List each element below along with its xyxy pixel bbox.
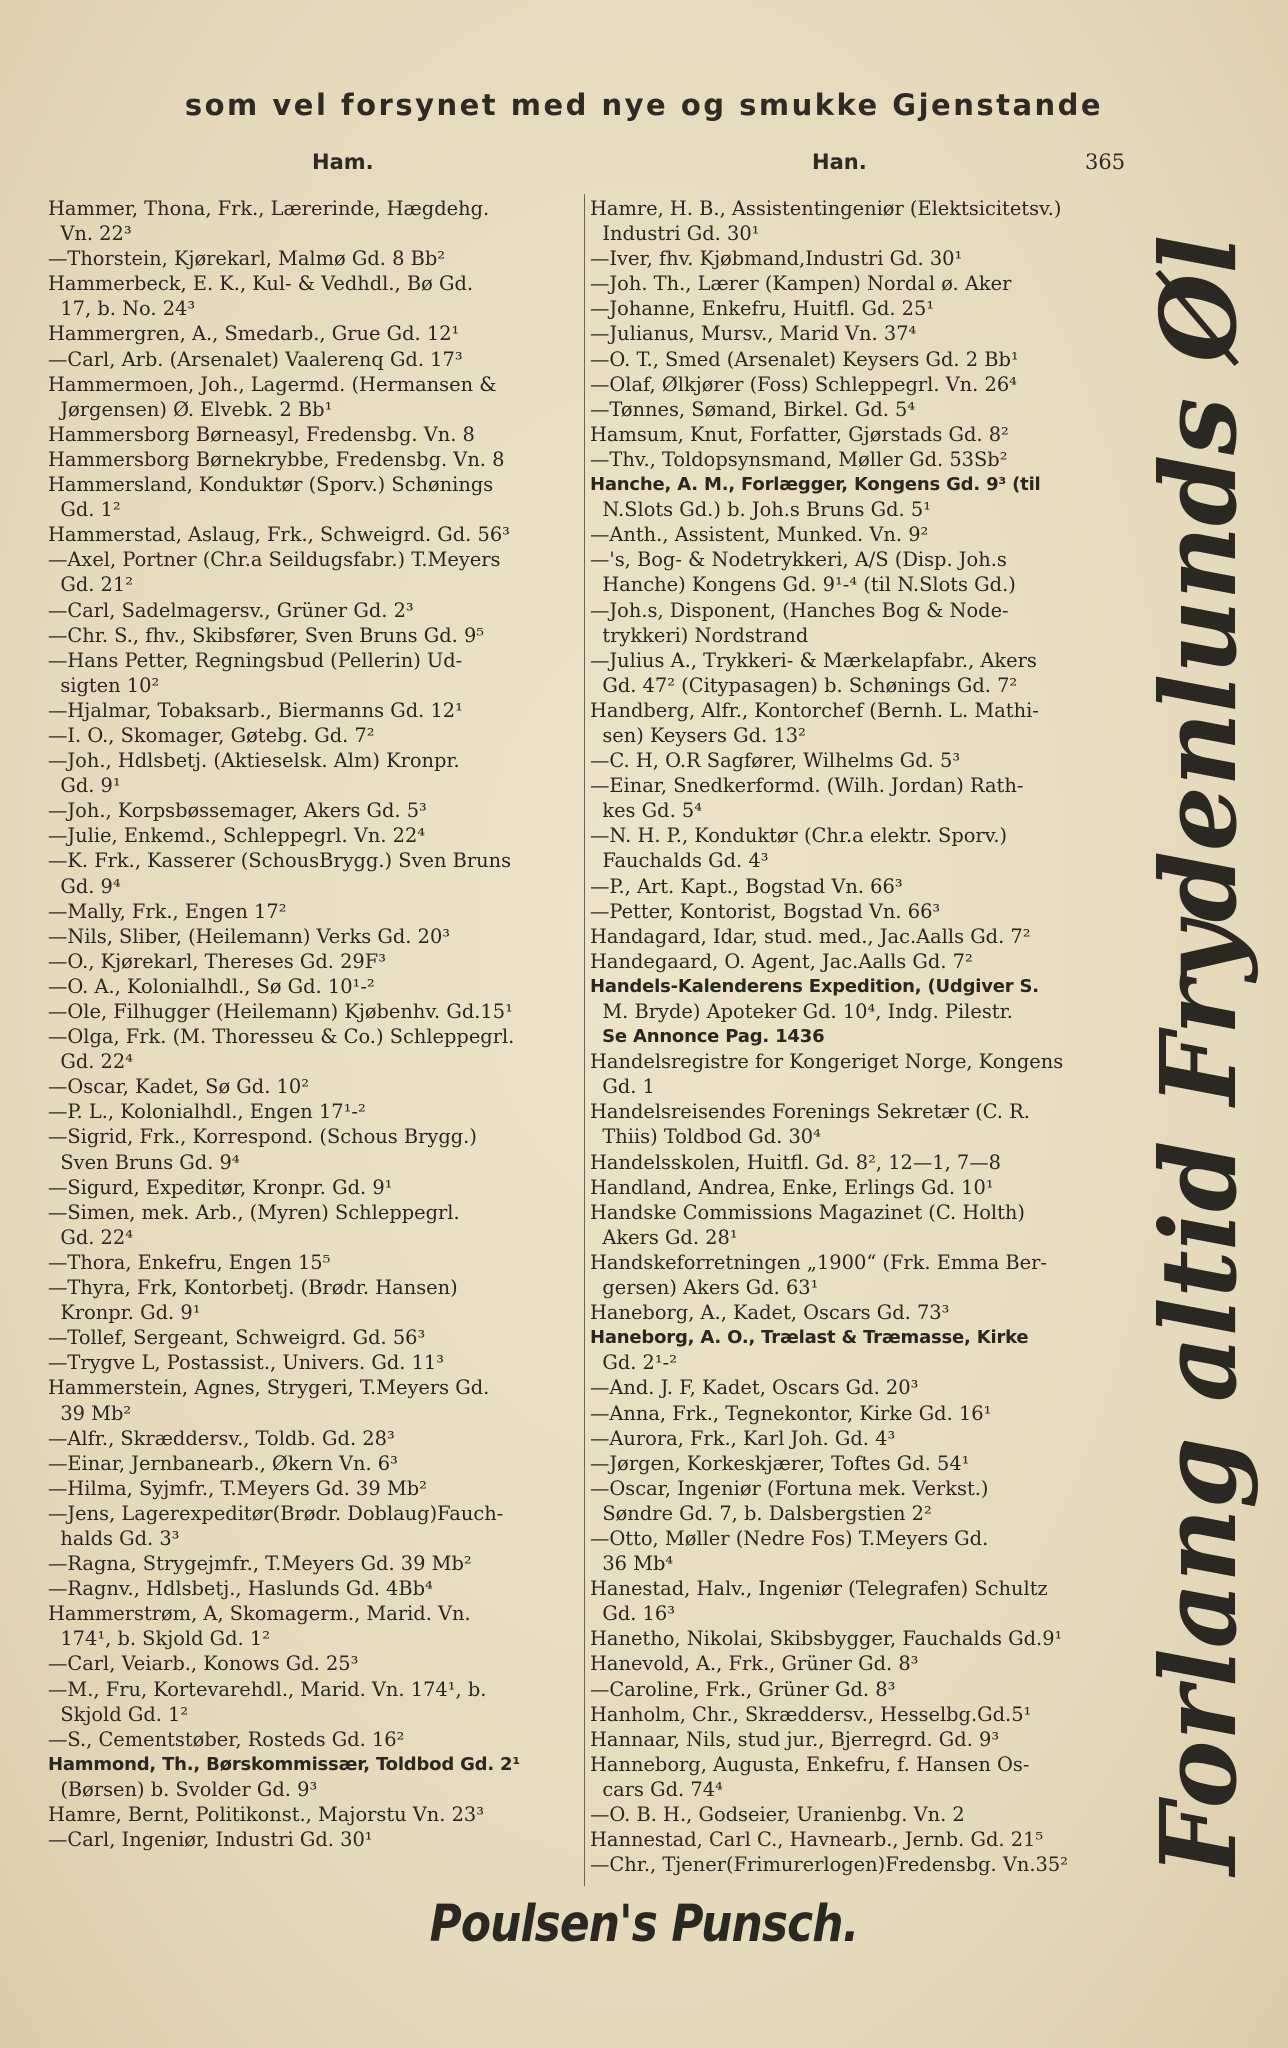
entry-line: Hammermoen, Joh., Lagermd. (Hermansen & <box>48 372 497 396</box>
entry-line: —P. L., Kolonialhdl., Engen 17¹-² <box>48 1100 366 1124</box>
entry-line: Handelsreisendes Forenings Sekretær (C. R. <box>590 1100 1030 1124</box>
entry-line: —Nils, Sliber, (Heilemann) Verks Gd. 20³ <box>48 924 451 948</box>
column-divider <box>584 194 585 1886</box>
entry-line: —M., Fru, Kortevarehdl., Marid. Vn. 174¹, b. <box>48 1677 487 1701</box>
entry-line: Hammer, Thona, Frk., Lærerinde, Hægdehg. <box>48 197 490 220</box>
entry-line: —Ole, Filhugger (Heilemann) Kjøbenhv. Gd.15¹ <box>48 1000 513 1023</box>
entry-line: Hammersland, Konduktør (Sporv.) Schønings <box>48 473 494 497</box>
entry-line: Hammerstein, Agnes, Strygeri, T.Meyers Gd. <box>48 1376 490 1400</box>
entry-line: —Thorstein, Kjørekarl, Malmø Gd. 8 Bb² <box>48 247 446 271</box>
entry-line: Gd. 9¹ <box>48 774 121 798</box>
entry-line: Hanche) Kongens Gd. 9¹-⁴ (til N.Slots Gd.) <box>590 573 1016 597</box>
entry-line: —Chr. S., fhv., Skibsfører, Sven Bruns Gd. 9⁵ <box>48 623 485 647</box>
entry-line: —Oscar, Kadet, Sø Gd. 10² <box>48 1075 309 1099</box>
entry-line: —Hans Petter, Regningsbud (Pellerin) Ud- <box>48 648 463 672</box>
entry-line: —Julie, Enkemd., Schleppegrl. Vn. 22⁴ <box>48 824 426 848</box>
entry-line: —Jørgen, Korkeskjærer, Toftes Gd. 54¹ <box>590 1451 970 1475</box>
entry-line: 17, b. No. 24³ <box>48 297 196 321</box>
entry-line: —Trygve L, Postassist., Univers. Gd. 11³ <box>48 1351 445 1375</box>
entry-line: Handberg, Alfr., Kontorchef (Bernh. L. Mathi- <box>590 698 1039 722</box>
entry-line: Handskeforretningen „1900“ (Frk. Emma Ber- <box>590 1250 1047 1274</box>
entry-line: —Ragna, Strygejmfr., T.Meyers Gd. 39 Mb² <box>48 1552 472 1576</box>
entry-line: Handegaard, O. Agent, Jac.Aalls Gd. 7² <box>590 949 973 973</box>
entry-line: sen) Keysers Gd. 13² <box>590 723 806 747</box>
side-advertisement <box>1030 215 1288 1880</box>
entry-line: 39 Mb² <box>48 1401 132 1425</box>
entry-line: —Olga, Frk. (M. Thoresseu & Co.) Schleppegrl. <box>48 1025 515 1049</box>
right-guide-word: Han. <box>812 150 867 174</box>
entry-line: Gd. 2¹-² <box>590 1351 677 1375</box>
entry-line: gersen) Akers Gd. 63¹ <box>590 1276 819 1300</box>
entry-line: —Oscar, Ingeniør (Fortuna mek. Verkst.) <box>590 1476 989 1500</box>
entry-line: Hammergren, A., Smedarb., Grue Gd. 12¹ <box>48 322 460 346</box>
entry-line: Gd. 47² (Citypasagen) b. Schønings Gd. 7² <box>590 673 1018 697</box>
entry-line: kes Gd. 5⁴ <box>590 799 703 823</box>
entry-line: Handske Commissions Magazinet (C. Holth) <box>590 1200 1025 1224</box>
entry-line: Søndre Gd. 7, b. Dalsbergstien 2² <box>590 1501 932 1525</box>
entry-line: Gd. 22⁴ <box>48 1050 134 1074</box>
entry-line: —Joh., Hdlsbetj. (Aktieselsk. Alm) Kronpr. <box>48 749 460 773</box>
entry-line: —Einar, Snedkerformd. (Wilh. Jordan) Rath- <box>590 774 1024 798</box>
entry-line: Sven Bruns Gd. 9⁴ <box>48 1150 240 1174</box>
entry-line: Hamre, H. B., Assistentingeniør (Elektsicitetsv.) <box>590 197 1062 220</box>
entry-line: Hamsum, Knut, Forfatter, Gjørstads Gd. 8² <box>590 422 1009 446</box>
entry-line: —Sigurd, Expeditør, Kronpr. Gd. 9¹ <box>48 1175 393 1199</box>
entry-line: —Hilma, Syjmfr., T.Meyers Gd. 39 Mb² <box>48 1476 427 1500</box>
left-guide-word: Ham. <box>312 150 374 174</box>
entry-line: Haneborg, A., Kadet, Oscars Gd. 73³ <box>590 1301 950 1325</box>
entry-line: Handelsregistre for Kongeriget Norge, Kongens <box>590 1050 1064 1074</box>
left-column <box>48 196 583 1852</box>
entry-line: —P., Art. Kapt., Bogstad Vn. 66³ <box>590 874 903 898</box>
entry-line: Handagard, Idar, stud. med., Jac.Aalls Gd. 7² <box>590 924 1031 948</box>
entry-line: —C. H, O.R Sagfører, Wilhelms Gd. 5³ <box>590 749 961 773</box>
entry-line: sigten 10² <box>48 673 160 697</box>
page-number: 365 <box>1085 150 1126 174</box>
entry-line: —Johanne, Enkefru, Huitfl. Gd. 25¹ <box>590 297 935 321</box>
entry-line: M. Bryde) Apoteker Gd. 10⁴, Indg. Pilestr. <box>590 1000 1013 1023</box>
entry-line: —Hjalmar, Tobaksarb., Biermanns Gd. 12¹ <box>48 698 463 722</box>
entry-line: —Joh., Korpsbøssemager, Akers Gd. 5³ <box>48 799 427 823</box>
entry-line: Hanche, A. M., Forlægger, Kongens Gd. 9³ (til <box>590 474 1041 496</box>
entry-line: Se Annonce Pag. 1436 <box>590 1026 825 1048</box>
entry-line: —Anth., Assistent, Munked. Vn. 9² <box>590 523 929 547</box>
entry-line: Hammerbeck, E. K., Kul- & Vedhdl., Bø Gd. <box>48 272 474 296</box>
bottom-advertisement: Poulsen's Punsch. <box>429 1895 859 1954</box>
entry-line: Gd. 21² <box>48 573 134 597</box>
entry-line: Hanetho, Nikolai, Skibsbygger, Fauchalds Gd.9¹ <box>590 1627 1063 1651</box>
entry-line: —Ragnv., Hdlsbetj., Haslunds Gd. 4Bb⁴ <box>48 1577 433 1601</box>
entry-line: Kronpr. Gd. 9¹ <box>48 1301 201 1325</box>
entry-line: —Caroline, Frk., Grüner Gd. 8³ <box>590 1677 896 1701</box>
entry-line: 36 Mb⁴ <box>590 1552 674 1576</box>
entry-line: Gd. 1 <box>590 1075 655 1099</box>
entry-line: —Alfr., Skræddersv., Toldb. Gd. 28³ <box>48 1426 395 1450</box>
entry-line: —Tollef, Sergeant, Schweigrd. Gd. 56³ <box>48 1326 426 1350</box>
entry-line: —Thv., Toldopsynsmand, Møller Gd. 53Sb² <box>590 447 1008 471</box>
entry-line: Industri Gd. 30¹ <box>590 222 760 246</box>
entry-line: —Petter, Kontorist, Bogstad Vn. 66³ <box>590 899 941 923</box>
entry-line: Akers Gd. 28¹ <box>590 1225 738 1249</box>
entry-line: —Olaf, Ølkjører (Foss) Schleppegrl. Vn. 26⁴ <box>590 372 1017 396</box>
entry-line: —O., Kjørekarl, Thereses Gd. 29F³ <box>48 949 386 973</box>
entry-line: —Tønnes, Sømand, Birkel. Gd. 5⁴ <box>590 397 916 421</box>
entry-line: Hanestad, Halv., Ingeniør (Telegrafen) Schultz <box>590 1577 1048 1601</box>
entry-line: —Carl, Ingeniør, Industri Gd. 30¹ <box>48 1828 373 1852</box>
entry-line: —O. A., Kolonialhdl., Sø Gd. 10¹-² <box>48 974 375 998</box>
entry-line: Gd. 1² <box>48 498 121 522</box>
entry-line: —Carl, Arb. (Arsenalet) Vaalerenq Gd. 17³ <box>48 347 463 371</box>
entry-line: Hammerstrøm, A, Skomagerm., Marid. Vn. <box>48 1602 471 1626</box>
entry-line: Hamre, Bernt, Politikonst., Majorstu Vn. 23³ <box>48 1803 485 1826</box>
entry-line: —Anna, Frk., Tegnekontor, Kirke Gd. 16¹ <box>590 1401 992 1425</box>
entry-line: —Julianus, Mursv., Marid Vn. 37⁴ <box>590 322 917 346</box>
entry-line: (Børsen) b. Svolder Gd. 9³ <box>48 1777 318 1801</box>
entry-line: Handland, Andrea, Enke, Erlings Gd. 10¹ <box>590 1175 994 1199</box>
entry-line: Hanneborg, Augusta, Enkefru, f. Hansen Os- <box>590 1752 1030 1776</box>
entry-line: —Joh. Th., Lærer (Kampen) Nordal ø. Aker <box>590 272 1012 296</box>
entry-line: —Thyra, Frk, Kontorbetj. (Brødr. Hansen) <box>48 1276 458 1300</box>
entry-line: cars Gd. 74⁴ <box>590 1777 723 1801</box>
entry-line: Hannestad, Carl C., Havnearb., Jernb. Gd. 21⁵ <box>590 1828 1044 1852</box>
entry-line: —Julius A., Trykkeri- & Mærkelapfabr., Akers <box>590 648 1037 672</box>
top-advertisement: som vel forsynet med nye og smukke Gjenstande <box>184 88 1104 122</box>
entry-line: —Jens, Lagerexpeditør(Brødr. Doblaug)Fauch- <box>48 1501 504 1525</box>
entry-line: Hannaar, Nils, stud jur., Bjerregrd. Gd. 9³ <box>590 1727 1000 1751</box>
entry-line: Hammond, Th., Børskommissær, Toldbod Gd. 2¹ <box>48 1753 521 1775</box>
entry-line: Skjold Gd. 1² <box>48 1702 189 1726</box>
entry-line: —Otto, Møller (Nedre Fos) T.Meyers Gd. <box>590 1526 989 1550</box>
entry-line: —And. J. F, Kadet, Oscars Gd. 20³ <box>590 1376 919 1400</box>
entry-line: —Thora, Enkefru, Engen 15⁵ <box>48 1250 331 1274</box>
entry-line: Hammersborg Børneasyl, Fredensbg. Vn. 8 <box>48 422 475 446</box>
entry-line: halds Gd. 3³ <box>48 1526 180 1550</box>
entry-line: —Carl, Veiarb., Konows Gd. 25³ <box>48 1652 359 1676</box>
entry-line: N.Slots Gd.) b. Joh.s Bruns Gd. 5¹ <box>590 498 931 522</box>
entry-line: Haneborg, A. O., Trælast & Træmasse, Kirke <box>590 1327 1029 1349</box>
entry-line: Gd. 16³ <box>590 1602 676 1626</box>
entry-line: 174¹, b. Skjold Gd. 1² <box>48 1627 271 1651</box>
entry-line: Hammersborg Børnekrybbe, Fredensbg. Vn. 8 <box>48 447 505 471</box>
entry-line: —'s, Bog- & Nodetrykkeri, A/S (Disp. Joh.s <box>590 548 1007 572</box>
entry-line: —Iver, fhv. Kjøbmand,Industri Gd. 30¹ <box>590 247 963 271</box>
entry-line: —Chr., Tjener(Frimurerlogen)Fredensbg. Vn.35² <box>590 1853 1068 1877</box>
entry-line: trykkeri) Nordstrand <box>590 623 809 647</box>
entry-line: —Sigrid, Frk., Korrespond. (Schous Brygg.) <box>48 1125 477 1149</box>
entry-line: —Mally, Frk., Engen 17² <box>48 899 287 923</box>
entry-line: Thiis) Toldbod Gd. 30⁴ <box>590 1125 821 1149</box>
entry-line: —Carl, Sadelmagersv., Grüner Gd. 2³ <box>48 598 414 622</box>
entry-line: Gd. 9⁴ <box>48 874 121 898</box>
entry-line: —O. B. H., Godseier, Uranienbg. Vn. 2 <box>590 1803 965 1826</box>
entry-line: —I. O., Skomager, Gøtebg. Gd. 7² <box>48 723 375 747</box>
entry-line: Handelsskolen, Huitfl. Gd. 8², 12—1, 7—8 <box>590 1150 1001 1174</box>
entry-line: Vn. 22³ <box>48 222 132 246</box>
entry-line: —N. H. P., Konduktør (Chr.a elektr. Sporv.) <box>590 824 1008 848</box>
entry-line: —Einar, Jernbanearb., Økern Vn. 6³ <box>48 1451 398 1475</box>
entry-line: —Simen, mek. Arb., (Myren) Schleppegrl. <box>48 1200 460 1224</box>
side-advertisement-text: Forlang altid Frydenlunds Øl <box>1137 215 1260 1875</box>
entry-line: —Joh.s, Disponent, (Hanches Bog & Node- <box>590 598 1009 622</box>
entry-line: Hanevold, A., Frk., Grüner Gd. 8³ <box>590 1652 919 1676</box>
entry-line: Handels-Kalenderens Expedition, (Udgiver S. <box>590 975 1039 997</box>
entry-line: —S., Cementstøber, Rosteds Gd. 16² <box>48 1727 405 1751</box>
entry-line: Hanholm, Chr., Skræddersv., Hesselbg.Gd.5¹ <box>590 1702 1032 1726</box>
entry-line: —Aurora, Frk., Karl Joh. Gd. 4³ <box>590 1426 896 1450</box>
entry-line: Gd. 22⁴ <box>48 1225 134 1249</box>
entry-line: —Axel, Portner (Chr.a Seildugsfabr.) T.Meyers <box>48 548 501 572</box>
entry-line: —O. T., Smed (Arsenalet) Keysers Gd. 2 Bb¹ <box>590 347 1019 371</box>
entry-line: Fauchalds Gd. 4³ <box>590 849 769 873</box>
entry-line: Hammerstad, Aslaug, Frk., Schweigrd. Gd. 56³ <box>48 523 510 547</box>
entry-line: Jørgensen) Ø. Elvebk. 2 Bb¹ <box>48 397 333 421</box>
entry-line: —K. Frk., Kasserer (SchousBrygg.) Sven Bruns <box>48 849 512 873</box>
